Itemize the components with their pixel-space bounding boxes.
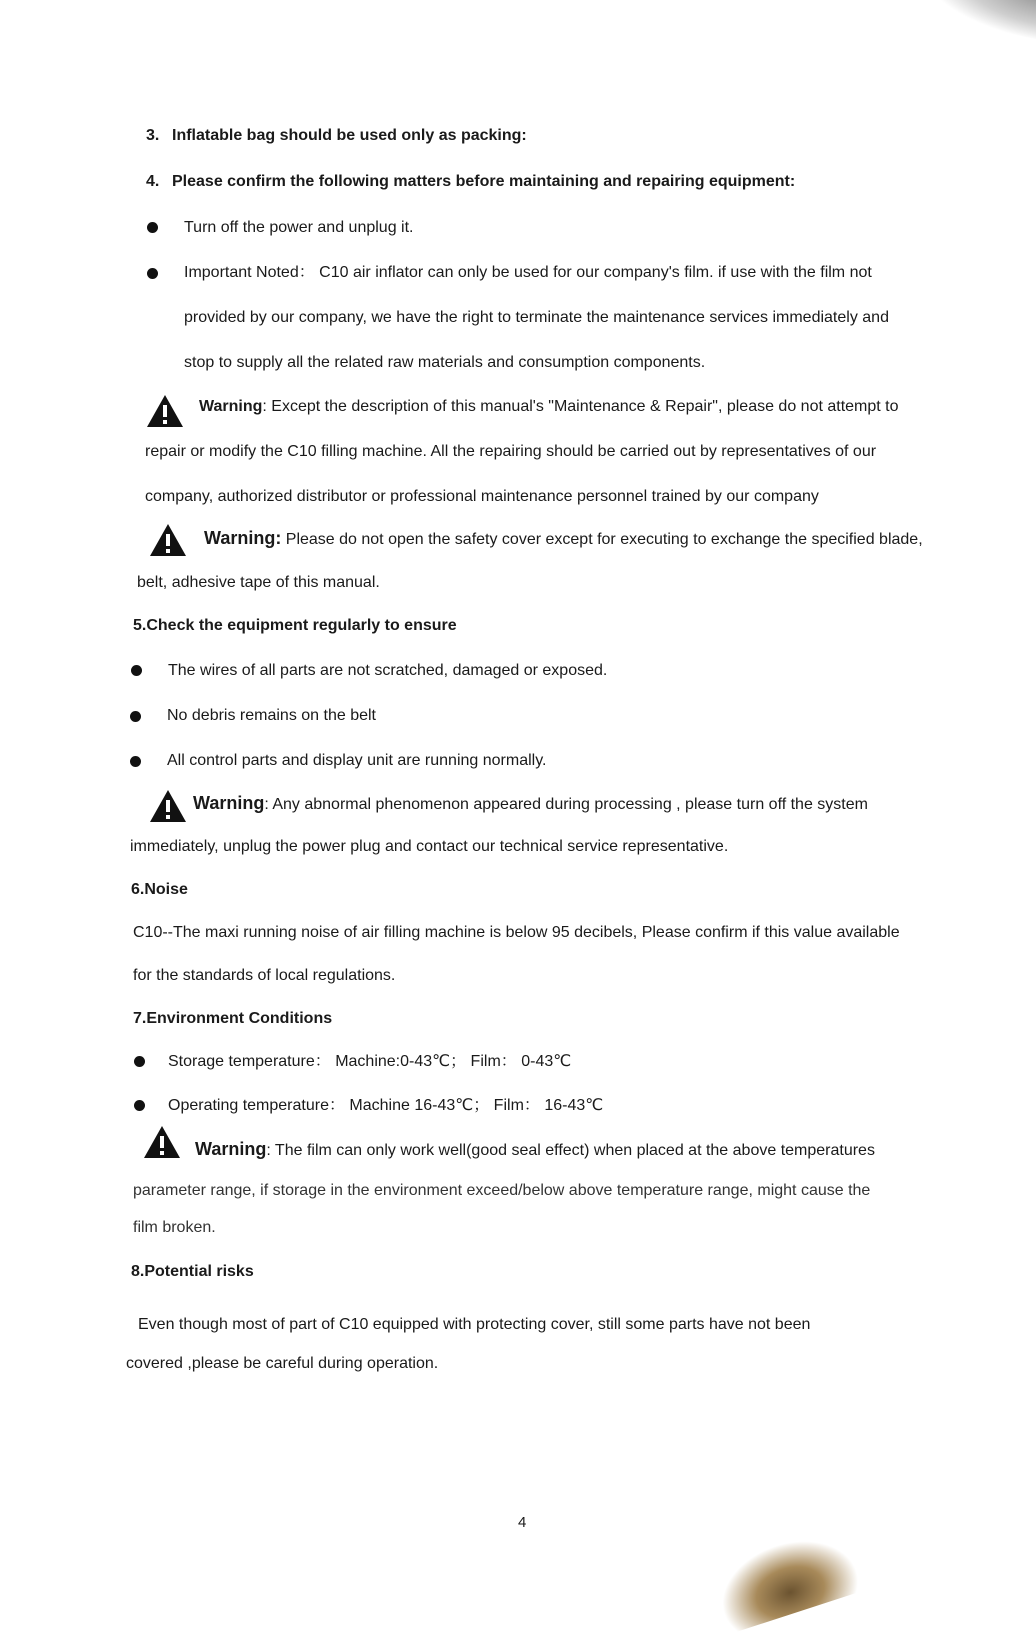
- warning-text: : Except the description of this manual's "Maintenance & Repair", please do not attempt to: [262, 398, 899, 415]
- warning-triangle-icon: [145, 393, 185, 429]
- item-text: Inflatable bag should be used only as packing:: [172, 127, 527, 144]
- warning-safety-cover-line1: [204, 527, 923, 551]
- bullet-dot: [130, 711, 141, 722]
- warning-repair-line3: company, authorized distributor or professional maintenance personnel trained by our company: [145, 488, 819, 505]
- warning-label: Warning: [195, 1139, 267, 1159]
- warning-label: Warning: [199, 398, 263, 415]
- warning-text: : Any abnormal phenomenon appeared during processing , please turn off the system: [264, 796, 868, 813]
- bullet-important-noted: Important Noted： C10 air inflator can only be used for our company's film. if use with the film not: [184, 264, 872, 281]
- risks-text-line2: covered ,please be careful during operation.: [126, 1355, 439, 1372]
- bullet-important-noted-cont: provided by our company, we have the right to terminate the maintenance services immediately and: [184, 309, 889, 326]
- warning-text: Please do not open the safety cover except for executing to exchange the specified blade,: [281, 531, 923, 548]
- warning-temperature-line3: film broken.: [133, 1219, 216, 1236]
- section-heading-noise: 6.Noise: [131, 881, 188, 898]
- warning-triangle-icon: [142, 1124, 182, 1160]
- check-item-control-parts: All control parts and display unit are running normally.: [167, 752, 547, 769]
- bullet-dot: [147, 222, 158, 233]
- list-item-4: [146, 171, 795, 193]
- section-heading-environment: 7.Environment Conditions: [133, 1010, 333, 1027]
- operating-temperature: Operating temperature： Machine 16-43℃； Film： 16-43℃: [168, 1097, 604, 1114]
- warning-temperature-line2: parameter range, if storage in the environment exceed/below above temperature range, might cause the: [133, 1182, 871, 1199]
- warning-repair-line1: [199, 396, 899, 418]
- scan-shadow-bottom: [709, 1524, 864, 1634]
- bullet-dot: [130, 756, 141, 767]
- risks-text-line1: Even though most of part of C10 equipped with protecting cover, still some parts have not been: [138, 1316, 811, 1333]
- warning-triangle-icon: [148, 522, 188, 558]
- warning-triangle-icon: [148, 788, 188, 824]
- section-heading-check: 5.Check the equipment regularly to ensure: [133, 617, 457, 634]
- bullet-dot: [131, 665, 142, 676]
- bullet-dot: [134, 1100, 145, 1111]
- bullet-power-off: Turn off the power and unplug it.: [184, 219, 414, 236]
- noise-text-line2: for the standards of local regulations.: [133, 967, 396, 984]
- warning-safety-cover-line2: belt, adhesive tape of this manual.: [137, 574, 380, 591]
- list-item-3: [146, 125, 527, 147]
- storage-temperature: Storage temperature： Machine:0-43℃； Film： 0-43℃: [168, 1053, 572, 1070]
- warning-label: Warning:: [204, 528, 282, 548]
- bullet-dot: [134, 1056, 145, 1067]
- item-text: Please confirm the following matters before maintaining and repairing equipment:: [172, 173, 796, 190]
- warning-abnormal-line2: immediately, unplug the power plug and contact our technical service representative.: [130, 838, 729, 855]
- section-heading-risks: 8.Potential risks: [131, 1263, 254, 1280]
- warning-label: Warning: [193, 793, 265, 813]
- check-item-belt: No debris remains on the belt: [167, 707, 376, 724]
- item-number: 3.: [146, 127, 160, 144]
- check-item-wires: The wires of all parts are not scratched, damaged or exposed.: [168, 662, 608, 679]
- warning-abnormal-line1: [193, 792, 868, 816]
- scan-shadow-top: [920, 0, 1036, 44]
- item-number: 4.: [146, 173, 160, 190]
- warning-text: : The film can only work well(good seal effect) when placed at the above temperatures: [266, 1142, 875, 1159]
- page-number: 4: [518, 1514, 527, 1531]
- bullet-important-noted-cont: stop to supply all the related raw materials and consumption components.: [184, 354, 706, 371]
- bullet-dot: [147, 268, 158, 279]
- warning-temperature-line1: [195, 1138, 875, 1162]
- warning-repair-line2: repair or modify the C10 filling machine. All the repairing should be carried out by representatives of our: [145, 443, 877, 460]
- noise-text-line1: C10--The maxi running noise of air filling machine is below 95 decibels, Please confirm if this value available: [133, 924, 900, 941]
